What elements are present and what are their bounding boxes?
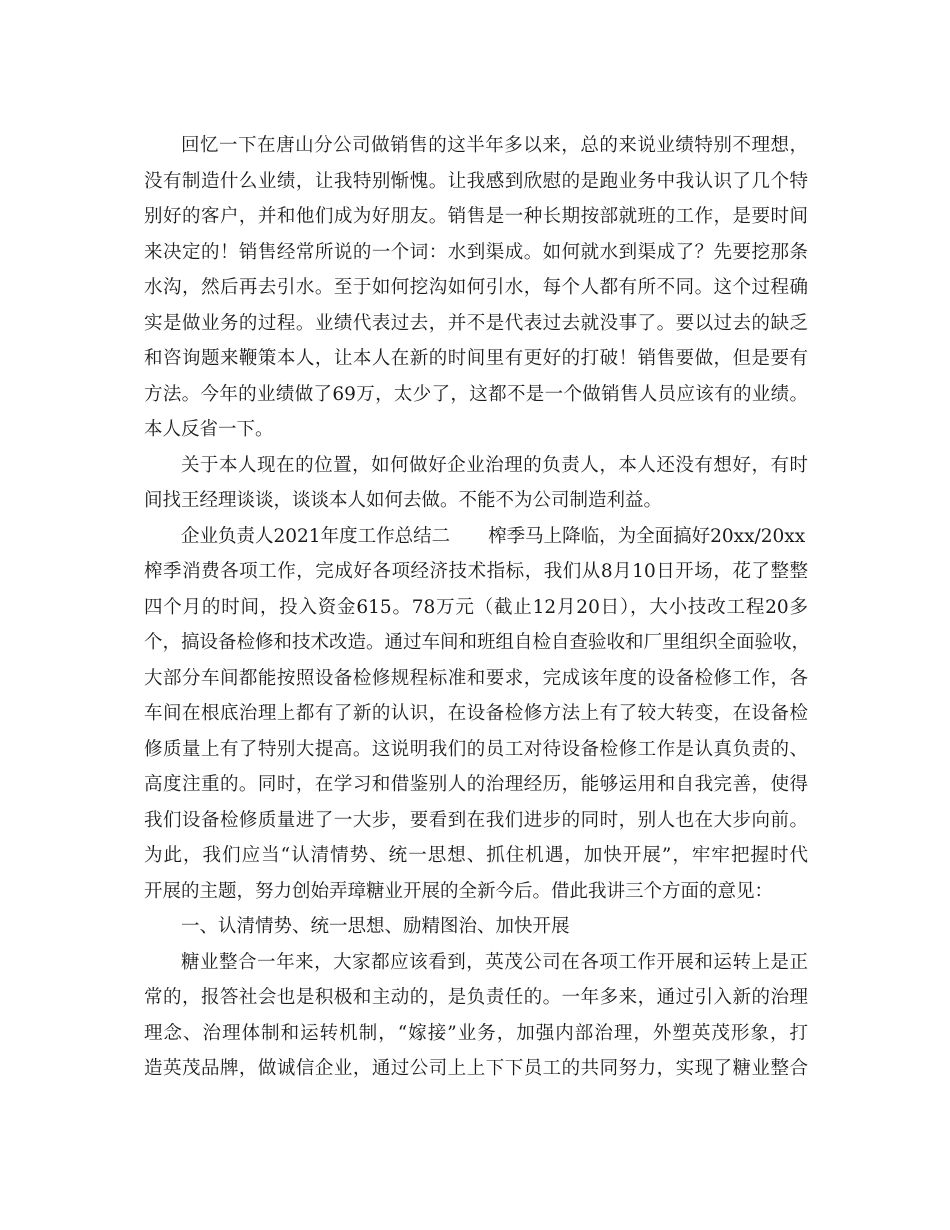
text-line: 大部分车间都能按照设备检修规程标准和要求，完成该年度的设备检修工作，各 bbox=[144, 667, 808, 689]
text-line: 方法。今年的业绩做了69万，太少了，这都不是一个做销售人员应该有的业绩。 bbox=[144, 383, 808, 405]
text-line: 来决定的！销售经常所说的一个词：水到渠成。如何就水到渠成了？先要挖那条 bbox=[144, 241, 808, 263]
text-line: 关于本人现在的位置，如何做好企业治理的负责人，本人还没有想好，有时 bbox=[181, 454, 808, 476]
text-line: 车间在根底治理上都有了新的认识，在设备检修方法上有了较大转变，在设备检 bbox=[144, 703, 808, 724]
text-line: 理念、治理体制和运转机制，“嫁接”业务，加强内部治理，外塑英茂形象，打 bbox=[144, 1022, 808, 1044]
text-line bbox=[144, 519, 808, 555]
paragraph-sales-review bbox=[144, 128, 808, 448]
text-line: 为此，我们应当“认清情势、统一思想、抓住机遇，加快开展”，牢牢把握时代 bbox=[144, 845, 808, 866]
text-line: 回忆一下在唐山分公司做销售的这半年多以来，总的来说业绩特别不理想， bbox=[181, 135, 808, 156]
text-line: 高度注重的。同时，在学习和借鉴别人的治理经历，能够运用和自我完善，使得 bbox=[144, 774, 808, 795]
text-line: 和咨询题来鞭策本人，让本人在新的时间里有更好的打破！销售要做，但是要有 bbox=[144, 348, 808, 369]
summary-title: 企业负责人2021年度工作总结二 bbox=[181, 525, 451, 547]
paragraph-annual-summary bbox=[144, 519, 811, 910]
text-line: 我们设备检修质量进了一大步，要看到在我们进步的同时，别人也在大步向前。 bbox=[144, 809, 808, 831]
text-line: 间找王经理谈谈，谈谈本人如何去做。不能不为公司制造利益。 bbox=[144, 490, 663, 511]
text-line: 四个月的时间，投入资金615。78万元（截止12月20日），大小技改工程20多 bbox=[144, 596, 808, 618]
text-line: 别好的客户，并和他们成为好朋友。销售是一种长期按部就班的工作，是要时间 bbox=[144, 206, 808, 227]
text-line: 没有制造什么业绩，让我特别惭愧。让我感到欣慰的是跑业务中我认识了几个特 bbox=[144, 170, 808, 192]
text-line: 开展的主题，努力创始弄璋糖业开展的全新今后。借此我讲三个方面的意见： bbox=[144, 880, 774, 902]
paragraph-sugar-industry bbox=[144, 945, 808, 1087]
text-line: 本人反省一下。 bbox=[144, 419, 274, 440]
text-line: 实是做业务的过程。业绩代表过去，并不是代表过去就没事了。要以过去的缺乏 bbox=[144, 312, 808, 334]
section-heading bbox=[144, 909, 808, 945]
text-line: 修质量上有了特别大提高。这说明我们的员工对待设备检修工作是认真负责的、 bbox=[144, 738, 808, 760]
heading-text: 一、认清情势、统一思想、励精图治、加快开展 bbox=[181, 916, 570, 937]
text-line: 糖业整合一年来，大家都应该看到，英茂公司在各项工作开展和运转上是正 bbox=[181, 951, 808, 973]
text-line: 常的，报答社会也是积极和主动的，是负责任的。一年多来，通过引入新的治理 bbox=[144, 987, 808, 1008]
paragraph-position bbox=[144, 448, 808, 519]
text-line: 榨季消费各项工作，完成好各项经济技术指标，我们从8月10日开场，花了整整 bbox=[144, 561, 808, 582]
document-body bbox=[144, 128, 811, 1087]
text-line: 造英茂品牌，做诚信企业，通过公司上上下下员工的共同努力，实现了糖业整合 bbox=[144, 1058, 808, 1079]
text-line: 水沟，然后再去引水。至于如何挖沟如何引水，每个人都有所不同。这个过程确 bbox=[144, 277, 808, 298]
text-line: 个，搞设备检修和技术改造。通过车间和班组自检自查验收和厂里组织全面验收， bbox=[144, 632, 811, 653]
summary-first-line-text: 榨季马上降临，为全面搞好20xx/20xx bbox=[488, 525, 806, 547]
